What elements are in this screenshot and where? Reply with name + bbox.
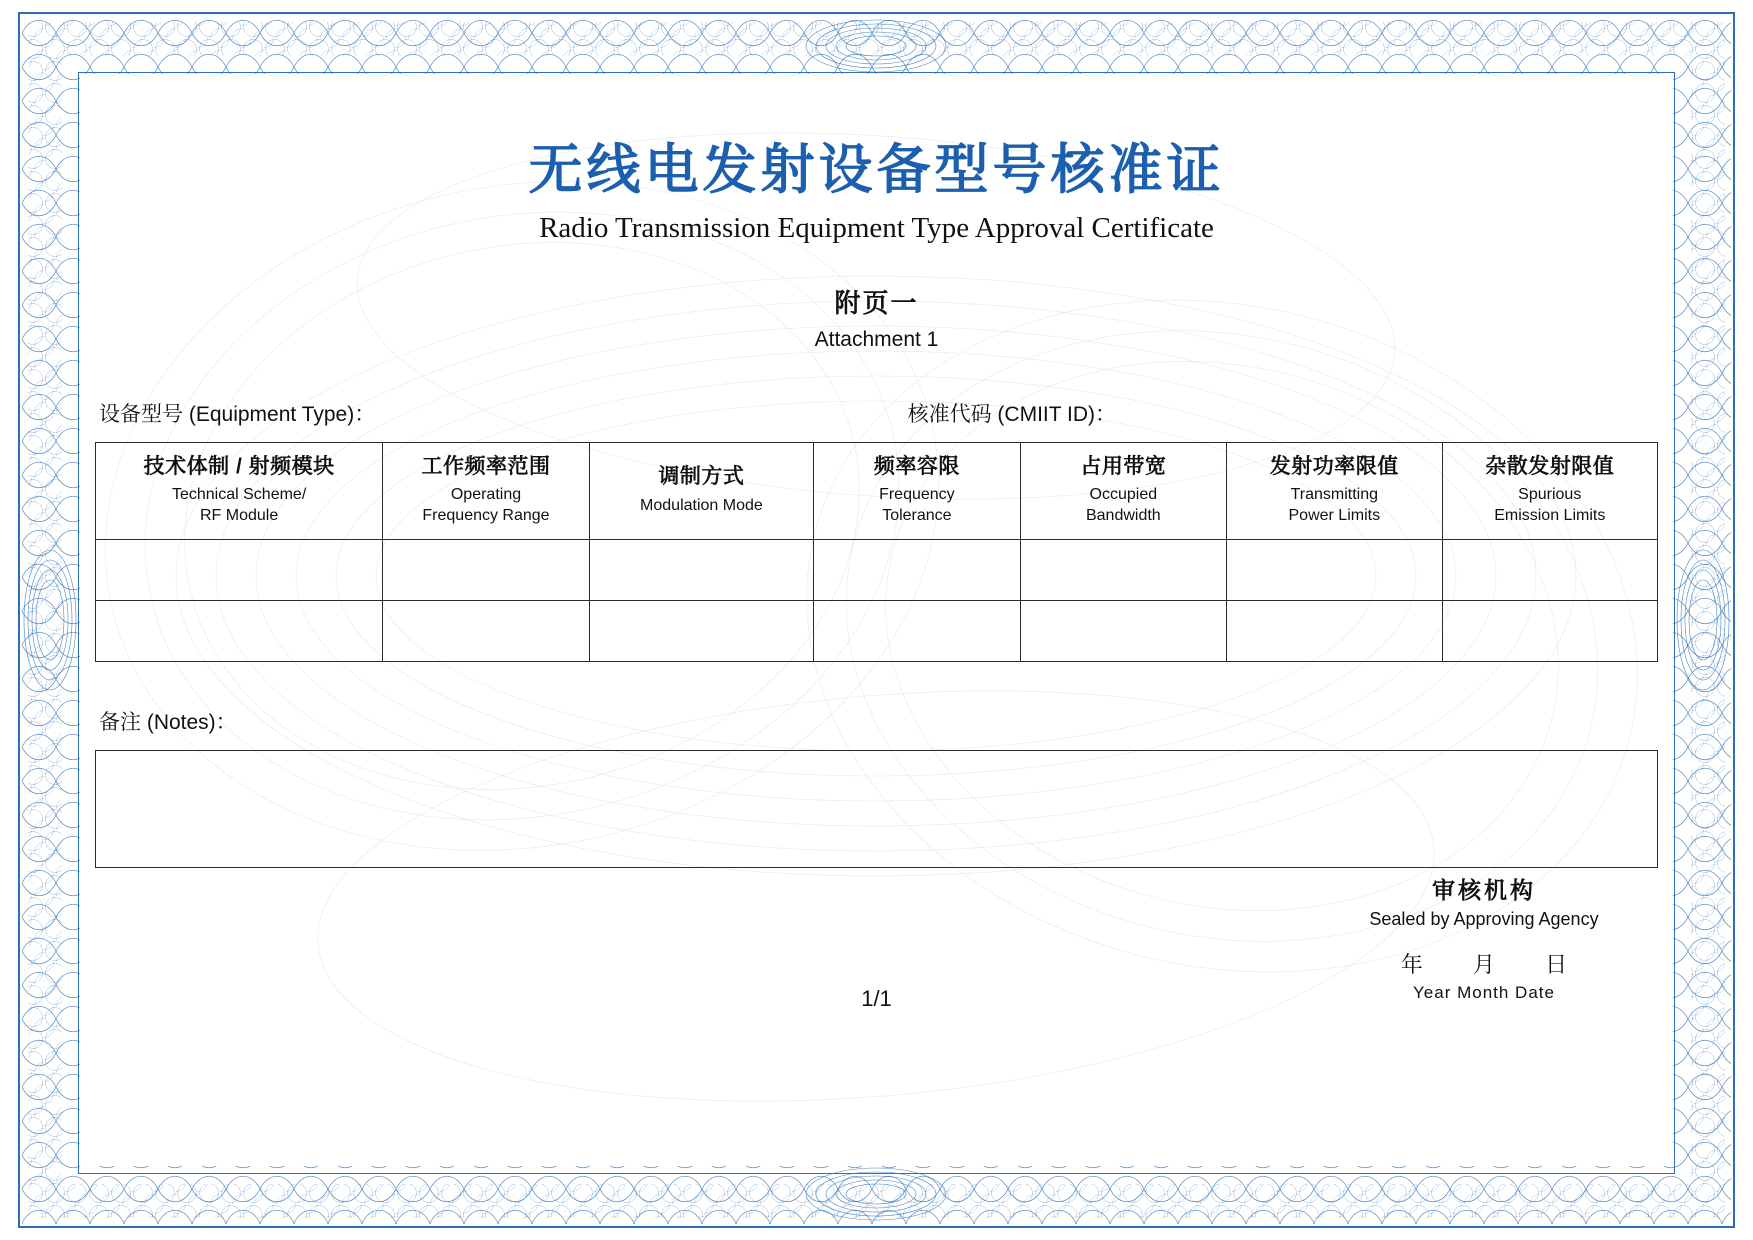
header-cn-occupied-bandwidth: 占用带宽 [1080, 455, 1167, 479]
table-row [96, 600, 1658, 661]
identification-fields [95, 398, 1658, 428]
cell-spurious-emission[interactable] [1442, 539, 1657, 600]
cell-occupied-bandwidth[interactable] [1020, 539, 1226, 600]
table-header-operating-frequency [383, 443, 589, 540]
attachment-title-cn: 附页一 [834, 288, 919, 319]
table-header-modulation-mode [589, 443, 813, 540]
page-number: 1/1 [861, 986, 892, 1011]
header-cn-spurious-emission: 杂散发射限值 [1485, 455, 1615, 479]
attachment-title-en: Attachment 1 [814, 328, 939, 352]
header-cn-modulation-mode: 调制方式 [658, 465, 745, 489]
cell-frequency-tolerance[interactable] [814, 539, 1020, 600]
cell-operating-frequency[interactable] [383, 600, 589, 661]
approving-agency-label-cn: 审核机构 [1432, 877, 1536, 903]
cell-operating-frequency[interactable] [383, 539, 589, 600]
header-en-spurious-emission: Spurious Emission Limits [1494, 486, 1606, 525]
cell-occupied-bandwidth[interactable] [1020, 600, 1226, 661]
header-cn-transmitting-power: 发射功率限值 [1269, 455, 1399, 479]
cell-modulation-mode[interactable] [589, 539, 813, 600]
table-header-technical-scheme [96, 443, 383, 540]
header-en-modulation-mode: Modulation Mode [640, 496, 763, 514]
header-en-occupied-bandwidth: Occupied Bandwidth [1085, 486, 1161, 525]
cell-technical-scheme[interactable] [96, 600, 383, 661]
equipment-type-label: 设备型号 (Equipment Type)： [99, 403, 376, 427]
header-en-frequency-tolerance: Frequency Tolerance [879, 486, 955, 525]
cmiit-id-label: 核准代码 (CMIIT ID)： [907, 403, 1117, 427]
table-header-frequency-tolerance [814, 443, 1020, 540]
specification-table [95, 442, 1658, 662]
date-label-cn: 年 月 日 [1400, 952, 1590, 977]
header-cn-frequency-tolerance: 频率容限 [873, 455, 960, 479]
header-en-transmitting-power: Transmitting Power Limits [1288, 486, 1381, 525]
table-row [96, 539, 1658, 600]
page-title-cn: 无线电发射设备型号核准证 [528, 137, 1225, 201]
cell-frequency-tolerance[interactable] [814, 600, 1020, 661]
header-en-technical-scheme: Technical Scheme/ RF Module [171, 486, 307, 525]
header-cn-technical-scheme: 技术体制 / 射频模块 [143, 455, 335, 479]
table-header-row [96, 443, 1658, 540]
table-header-transmitting-power [1227, 443, 1442, 540]
cell-transmitting-power[interactable] [1227, 600, 1442, 661]
cell-technical-scheme[interactable] [96, 539, 383, 600]
cmiit-id-field [908, 398, 1654, 428]
notes-label: 备注 (Notes)： [99, 710, 237, 734]
certificate-content [95, 90, 1658, 1156]
table-header-occupied-bandwidth [1020, 443, 1226, 540]
approving-agency-label-en: Sealed by Approving Agency [1369, 909, 1599, 929]
cell-transmitting-power[interactable] [1227, 539, 1442, 600]
table-header-spurious-emission [1442, 443, 1657, 540]
cell-modulation-mode[interactable] [589, 600, 813, 661]
header-en-operating-frequency: Operating Frequency Range [422, 486, 550, 525]
equipment-type-field [99, 398, 908, 428]
header-cn-operating-frequency: 工作频率范围 [421, 455, 551, 479]
date-label-en: Year Month Date [1413, 983, 1555, 1002]
signature-block [1314, 872, 1654, 1003]
page-title-en: Radio Transmission Equipment Type Approval Certificate [539, 212, 1214, 245]
cell-spurious-emission[interactable] [1442, 600, 1657, 661]
notes-box[interactable] [95, 750, 1658, 868]
